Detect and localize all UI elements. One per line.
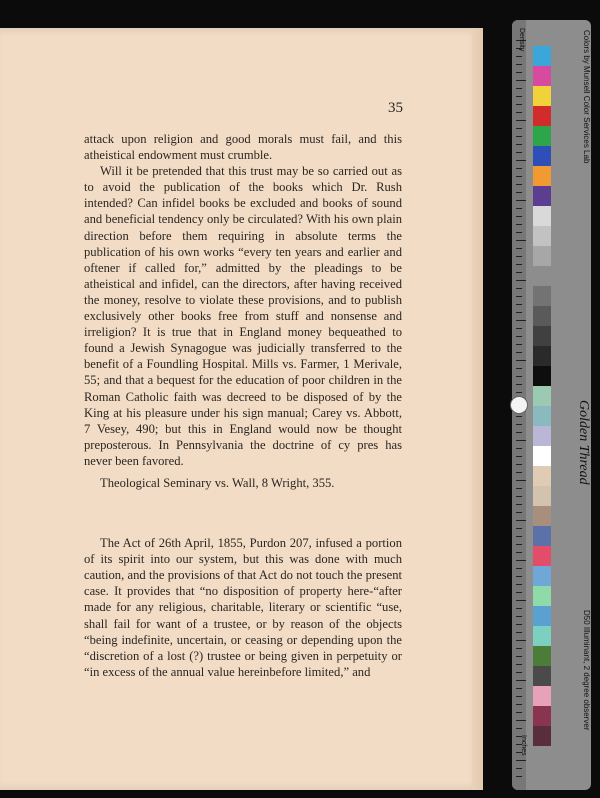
ruler-tick: [516, 344, 522, 345]
ruler-tick: [516, 272, 522, 273]
ruler-tick: [516, 760, 526, 761]
ruler-tick: [516, 216, 522, 217]
ruler-tick: [516, 776, 522, 777]
color-swatch: [533, 706, 551, 726]
ruler-tick: [516, 200, 526, 201]
ruler-tick: [516, 520, 526, 521]
ruler-tick: [516, 328, 522, 329]
ruler-tick: [516, 632, 522, 633]
ruler-tick: [516, 680, 526, 681]
color-swatch: [533, 506, 551, 526]
ruler-tick: [516, 416, 522, 417]
color-swatch: [533, 466, 551, 486]
target-bottom-label: D50 Illuminant, 2 degree observer: [582, 610, 591, 731]
ruler-tick: [516, 72, 522, 73]
ruler-tick: [516, 208, 522, 209]
ruler-tick: [516, 136, 522, 137]
ruler-tick: [516, 560, 526, 561]
color-swatch: [533, 166, 551, 186]
ruler-tick: [516, 104, 522, 105]
paragraph: Will it be pretended that this trust may be so carried out as to avoid the publication of the books which Dr. Rush intended? Can infidel books be excluded and books of sound and beneficial tendency only be circulated? With his own plain direction before them requiring in absolute terms the publication of his own works “every ten years and earlier and oftener if called for,” admitted by the pleadings to be atheistical and infidel, can the directors, after having received the money, resolve to violate these provisions, and to publish exclusively other books free from stuff and nonsense and irreligion? It is true that in England money bequeathed to found a Jewish Synagogue was judicially transferred to the benefit of a Foundling Hospital. Mills vs. Farmer, 1 Merivale, 55; and that a bequest for the education of poor children in the Roman Catholic faith was decreed to be disposed of by the King at his pleasure under his sign manual; Carey vs. Abbott, 7 Vesey, 490; but this in England would now be thought preposterous. In Pennsylvania the doctrine of cy pres has never been favored.: [84, 164, 402, 468]
ruler-tick: [516, 264, 522, 265]
ruler-tick: [516, 160, 526, 161]
page-number: 35: [388, 100, 403, 116]
paragraph: The Act of 26th April, 1855, Purdon 207, infused a portion of its spirit into our system, but this was done with much caution, and the provisions of that Act do not touch the present case. It provides that “no disposition of property here-“after made for any religious, charitable, literary or scientific “use, shall fail for want of a trustee, or by reason of the objects “being indefinite, uncertain, or ceasing or depending upon the “discretion of a lost (?) trustee or being given in perpetuity or “in excess of the annual value hereinbefore limited,” and: [84, 536, 402, 679]
ruler-tick: [516, 112, 522, 113]
target-hole: [510, 396, 528, 414]
target-side-label: Inches: [520, 735, 527, 756]
ruler-tick: [516, 376, 522, 377]
ruler-tick: [516, 152, 522, 153]
ruler-tick: [516, 288, 522, 289]
color-swatch: [533, 726, 551, 746]
target-side-label-2: Density: [518, 28, 525, 52]
color-swatch: [533, 446, 551, 466]
paragraph-gap: [84, 491, 402, 535]
ruler-tick: [516, 768, 522, 769]
color-swatch: [533, 126, 551, 146]
ruler-tick: [516, 120, 526, 121]
color-swatch: [533, 686, 551, 706]
color-swatch: [533, 386, 551, 406]
ruler-tick: [516, 352, 522, 353]
ruler-tick: [516, 456, 522, 457]
color-swatch: [533, 646, 551, 666]
color-swatch: [533, 226, 551, 246]
ruler-tick: [516, 512, 522, 513]
ruler-tick: [516, 576, 522, 577]
ruler-tick: [516, 608, 522, 609]
color-swatch: [533, 186, 551, 206]
ruler-tick: [516, 392, 522, 393]
color-swatch: [533, 526, 551, 546]
ruler-tick: [516, 176, 522, 177]
ruler-tick: [516, 256, 522, 257]
ruler-tick: [516, 704, 522, 705]
color-swatch: [533, 486, 551, 506]
ruler-tick: [516, 64, 522, 65]
ruler-tick: [516, 624, 522, 625]
ruler-tick: [516, 144, 522, 145]
ruler-tick: [516, 584, 522, 585]
ruler-tick: [516, 592, 522, 593]
ruler-tick: [516, 56, 522, 57]
color-swatch: [533, 426, 551, 446]
ruler-tick: [516, 656, 522, 657]
color-swatch: [533, 106, 551, 126]
ruler-tick: [516, 240, 526, 241]
ruler-tick: [516, 168, 522, 169]
ruler-tick: [516, 648, 522, 649]
ruler-tick: [516, 688, 522, 689]
ruler-tick: [516, 496, 522, 497]
ruler-tick: [516, 480, 526, 481]
color-swatch: [533, 546, 551, 566]
ruler-tick: [516, 528, 522, 529]
ruler-tick: [516, 128, 522, 129]
ruler-tick: [516, 384, 522, 385]
color-swatch: [533, 246, 551, 266]
ruler-tick: [516, 224, 522, 225]
ruler-tick: [516, 472, 522, 473]
ruler-tick: [516, 544, 522, 545]
ruler-tick: [516, 696, 522, 697]
ruler-tick: [516, 184, 522, 185]
citation-paragraph: Theological Seminary vs. Wall, 8 Wright, 355.: [100, 475, 335, 490]
color-swatch: [533, 86, 551, 106]
ruler-tick: [516, 320, 526, 321]
ruler-tick: [516, 336, 522, 337]
paragraph: attack upon religion and good morals must fail, and this atheistical endowment must crumble.: [84, 132, 402, 163]
ruler-tick: [516, 88, 522, 89]
color-swatch: [533, 146, 551, 166]
ruler-tick: [516, 280, 526, 281]
ruler-tick: [516, 664, 522, 665]
color-swatch: [533, 406, 551, 426]
ruler-tick: [516, 712, 522, 713]
ruler-tick: [516, 616, 522, 617]
ruler-tick: [516, 640, 526, 641]
ruler-tick: [516, 80, 526, 81]
ruler-tick: [516, 296, 522, 297]
ruler-tick: [516, 232, 522, 233]
ruler-tick: [516, 424, 522, 425]
ruler-tick: [516, 464, 522, 465]
color-swatch: [533, 666, 551, 686]
color-swatch: [533, 46, 551, 66]
color-swatch: [533, 366, 551, 386]
ruler-tick: [516, 96, 522, 97]
color-swatch: [533, 266, 551, 286]
target-top-label: Colors by Munsell Color Services Lab: [582, 30, 591, 164]
ruler-tick: [516, 672, 522, 673]
color-swatch: [533, 66, 551, 86]
target-brand-label: Golden Thread: [576, 400, 591, 485]
color-swatch: [533, 626, 551, 646]
ruler-tick: [516, 552, 522, 553]
color-swatch: [533, 286, 551, 306]
page-text: [84, 131, 402, 680]
color-swatch: [533, 566, 551, 586]
color-swatch: [533, 606, 551, 626]
ruler-tick: [516, 568, 522, 569]
ruler-tick: [516, 368, 522, 369]
ruler-tick: [516, 192, 522, 193]
ruler-tick: [516, 488, 522, 489]
ruler-tick: [516, 248, 522, 249]
color-swatch: [533, 206, 551, 226]
ruler-tick: [516, 448, 522, 449]
ruler-tick: [516, 432, 522, 433]
color-swatch: [533, 326, 551, 346]
ruler-tick: [516, 536, 522, 537]
color-swatch: [533, 306, 551, 326]
ruler-tick: [516, 504, 522, 505]
page-edge: [472, 28, 483, 790]
ruler-tick: [516, 360, 526, 361]
ruler-tick: [516, 600, 526, 601]
ruler-tick: [516, 304, 522, 305]
ruler-tick: [516, 440, 526, 441]
ruler-tick: [516, 312, 522, 313]
color-swatch: [533, 346, 551, 366]
ruler-tick: [516, 728, 522, 729]
color-swatch: [533, 586, 551, 606]
ruler-tick: [516, 720, 526, 721]
